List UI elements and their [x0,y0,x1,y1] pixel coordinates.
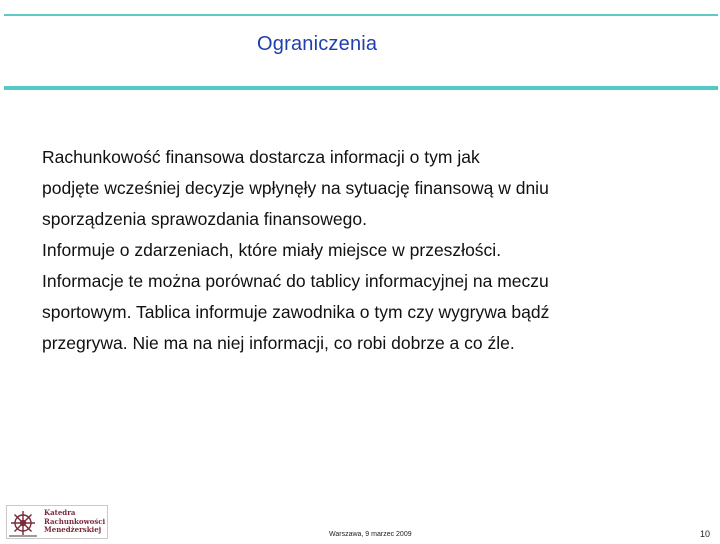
logo-line: Katedra [44,508,76,517]
footer-date: Warszawa, 9 marzec 2009 [329,531,412,538]
body-line: przegrywa. Nie ma na niej informacji, co robi dobrze a co źle. [42,333,515,353]
department-logo [6,505,108,539]
title-underline-rule [4,86,718,90]
body-line: sportowym. Tablica informuje zawodnika o tym czy wygrywa bądź [42,302,550,322]
slide-title: Ograniczenia [257,33,378,55]
slide-body [42,142,682,359]
page-number: 10 [700,529,711,539]
logo-line: Rachunkowości [44,516,106,526]
logo-text [44,509,105,535]
body-line: Informuje o zdarzeniach, które miały miejsce w przeszłości. [42,240,502,260]
body-line: sporządzenia sprawozdania finansowego. [42,209,367,229]
logo-line: Menedżerskiej [44,525,102,534]
top-rule [4,14,718,16]
body-line: Rachunkowość finansowa dostarcza informacji o tym jak [42,147,480,167]
body-line: podjęte wcześniej decyzje wpłynęły na sytuację finansową w dniu [42,178,549,198]
body-line: Informacje te można porównać do tablicy informacyjnej na meczu [42,271,549,291]
